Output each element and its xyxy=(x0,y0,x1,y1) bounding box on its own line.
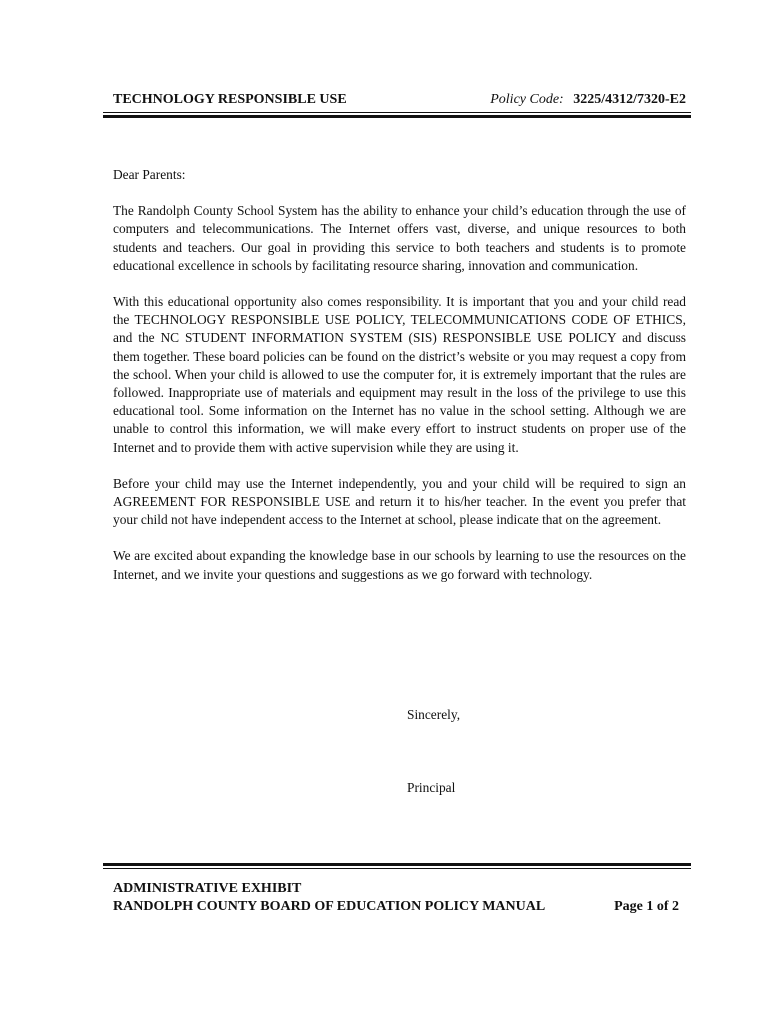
paragraph-closing: We are excited about expanding the knowledge base in our schools by learning to use the resources on the Internet, and we invite your questions and suggestions as we go forward with technology. xyxy=(113,548,686,582)
footer-manual-line xyxy=(113,898,679,916)
letter-body xyxy=(113,166,686,602)
footer-manual-title: RANDOLPH COUNTY BOARD OF EDUCATION POLICY MANUAL xyxy=(113,899,546,914)
document-title: TECHNOLOGY RESPONSIBLE USE xyxy=(113,92,347,107)
closing-sincerely: Sincerely, xyxy=(407,707,461,722)
paragraph-intro: The Randolph County School System has the ability to enhance your child’s education through the use of computers and telecommunications. The Internet offers vast, diverse, and unique resources to both students and teachers. Our goal in providing this service to both teachers and students is to promote educational excellence in schools by facilitating resource sharing, innovation and communication. xyxy=(113,203,686,273)
footer-exhibit-label: ADMINISTRATIVE EXHIBIT xyxy=(113,881,302,896)
signature-principal: Principal xyxy=(407,780,456,795)
page-number: Page 1 of 2 xyxy=(614,899,679,914)
salutation: Dear Parents: xyxy=(113,167,186,182)
page-header xyxy=(113,92,690,112)
policy-code-label: Policy Code: xyxy=(490,92,564,107)
paragraph-responsibility: With this educational opportunity also comes responsibility. It is important that you and your child read the TECHNOLOGY RESPONSIBLE USE POLICY, TELECOMMUNICATIONS CODE OF ETHICS, and the NC STUDENT INFORMATION SYSTEM (SIS) RESPONSIBLE USE POLICY and discuss them together. These board policies can be found on the district’s website or you may request a copy from the school. When your child is allowed to use the computer for, it is extremely important that the rules are followed. Inappropriate use of materials and equipment may result in the loss of the privilege to use this educational tool. Some information on the Internet has no value in the school setting. Although we are unable to control this information, we will make every effort to instruct students on proper use of the Internet and to provide them with active supervision while they are using it. xyxy=(113,294,686,455)
footer-divider xyxy=(103,863,691,869)
paragraph-agreement: Before your child may use the Internet independently, you and your child will be required to sign an AGREEMENT FOR RESPONSIBLE USE and return it to his/her teacher. In the event you prefer that your child not have independent access to the Internet at school, please indicate that on the agreement. xyxy=(113,475,686,528)
policy-code xyxy=(490,92,686,108)
page-footer xyxy=(113,880,679,916)
policy-code-value: 3225/4312/7320-E2 xyxy=(573,92,686,107)
header-divider xyxy=(103,112,691,118)
